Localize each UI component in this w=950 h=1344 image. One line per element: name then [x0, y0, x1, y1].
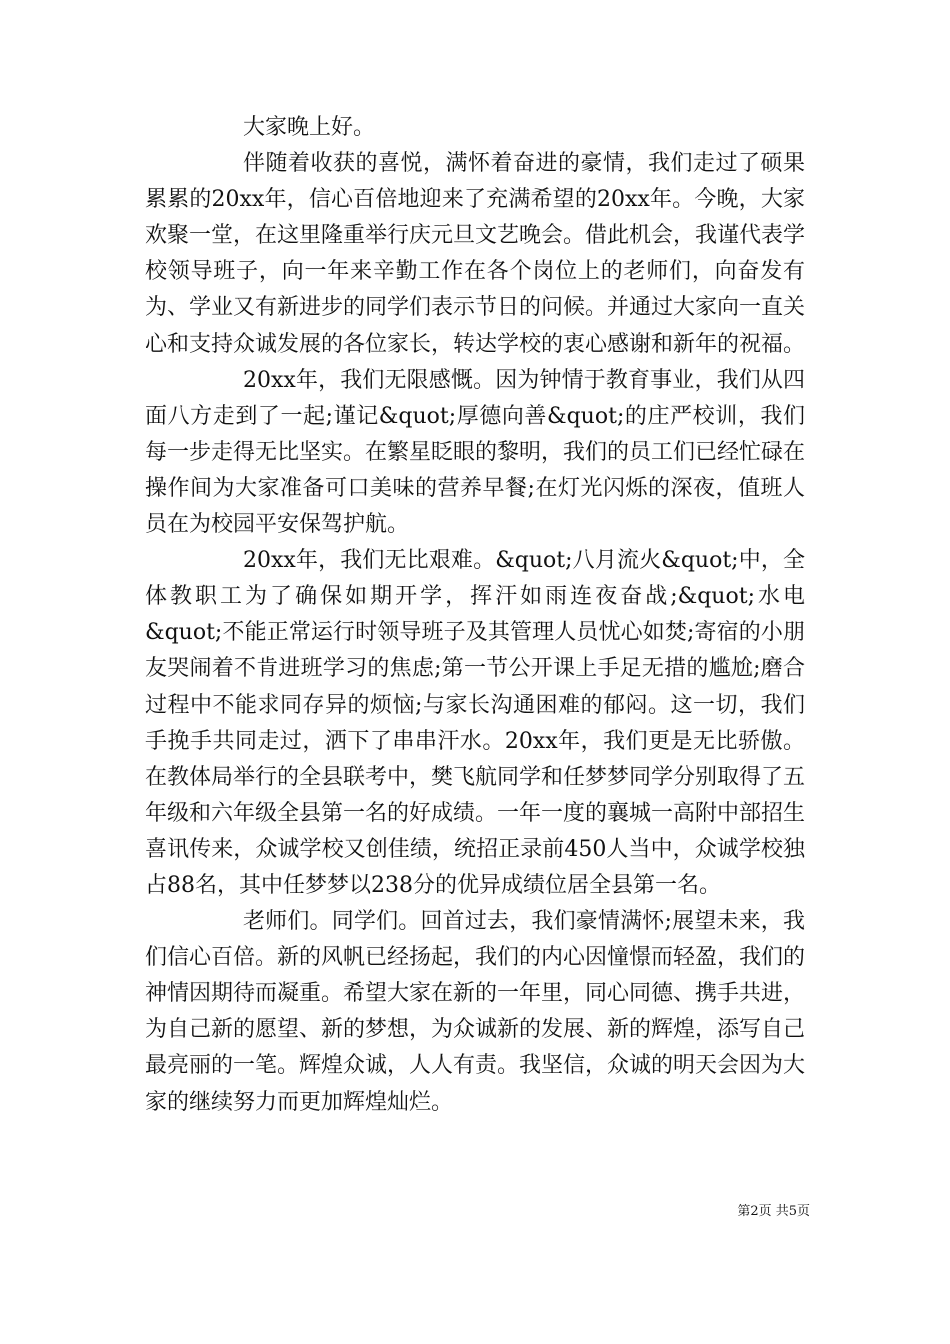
- paragraph-reflection: 20xx年，我们无限感慨。因为钟情于教育事业，我们从四面八方走到了一起;谨记&quot;厚德向善&quot;的庄严校训，我们每一步走得无比坚实。在繁星眨眼的黎明，我们的员工们已经忙碌在操作间为大家准备可口美味的营养早餐;在灯光闪烁的深夜，值班人员在为校园平安保驾护航。: [145, 367, 806, 538]
- paragraph-closing: 老师们。同学们。回首过去，我们豪情满怀;展望未来，我们信心百倍。新的风帆已经扬起，我们的内心因憧憬而轻盈，我们的神情因期待而凝重。希望大家在新的一年里，同心同德、携手共进，为自己新的愿望、新的梦想，为众诚新的发展、新的辉煌，添写自己最亮丽的一笔。辉煌众诚，人人有责。我坚信，众诚的明天会因为大家的继续努力而更加辉煌灿烂。: [145, 909, 806, 1115]
- paragraph-challenges-achievements: 20xx年，我们无比艰难。&quot;八月流火&quot;中，全体教职工为了确保如期开学，挥汗如雨连夜奋战;&quot;水电&quot;不能正常运行时领导班子及其管理人员忧心如焚;寄宿的小朋友哭闹着不肯进班学习的焦虑;第一节公开课上手足无措的尴尬;磨合过程中不能求同存异的烦恼;与家长沟通困难的郁闷。这一切，我们手挽手共同走过，洒下了串串汗水。20xx年，我们更是无比骄傲。在教体局举行的全县联考中，樊飞航同学和任梦梦同学分别取得了五年级和六年级全县第一名的好成绩。一年一度的襄城一高附中部招生喜讯传来，众诚学校又创佳绩，统招正录前450人当中，众诚学校独占88名，其中任梦梦以238分的优异成绩位居全县第一名。: [145, 548, 806, 898]
- paragraph-opening: 伴随着收获的喜悦，满怀着奋进的豪情，我们走过了硕果累累的20xx年，信心百倍地迎来了充满希望的20xx年。今晚，大家欢聚一堂，在这里隆重举行庆元旦文艺晚会。借此机会，我谨代表学校领导班子，向一年来辛勤工作在各个岗位上的老师们，向奋发有为、学业又有新进步的同学们表示节日的问候。并通过大家向一直关心和支持众诚发展的各位家长，转达学校的衷心感谢和新年的祝福。: [145, 151, 806, 357]
- paragraph-greeting: 大家晚上好。: [243, 115, 376, 140]
- page-number-footer: 第2页 共5页: [737, 1204, 810, 1219]
- document-body: [145, 110, 805, 1121]
